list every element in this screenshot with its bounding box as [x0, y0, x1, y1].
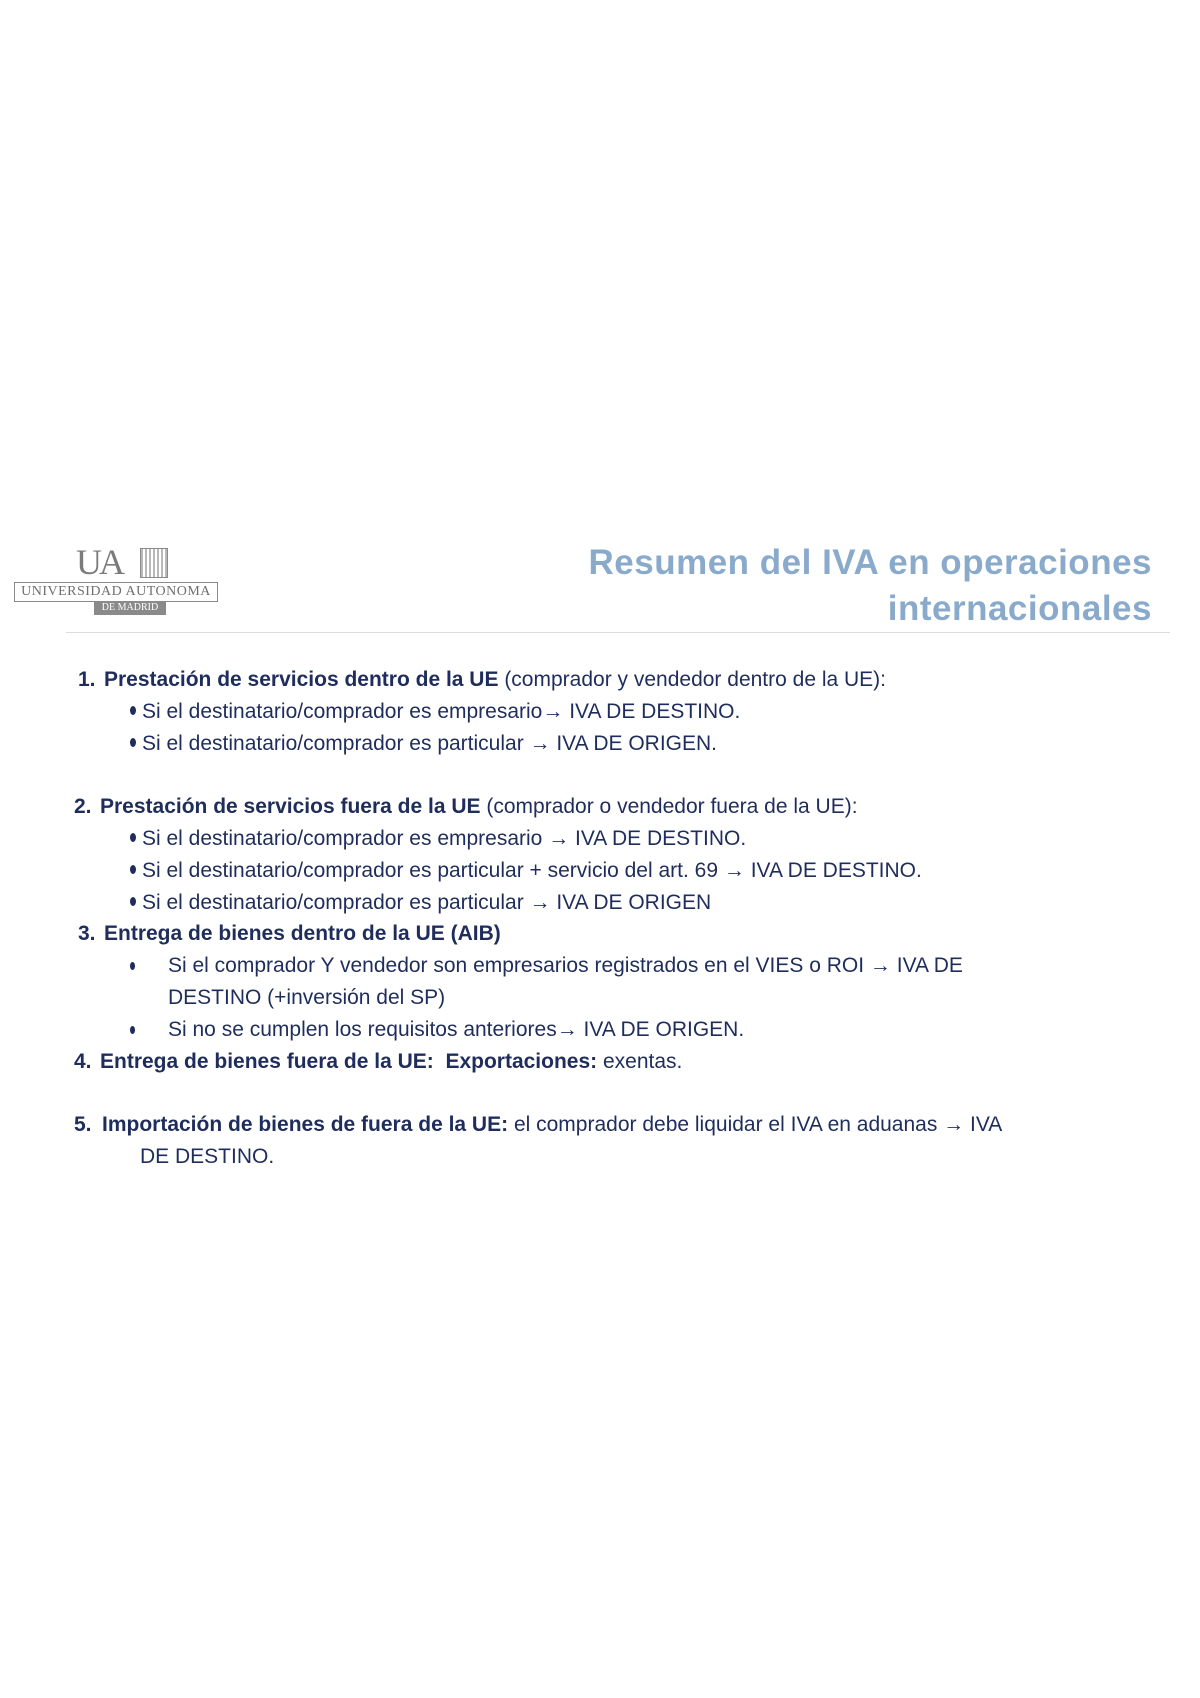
bullet-text: Si no se cumplen los requisitos anteriores→ IVA DE ORIGEN. — [168, 1017, 745, 1041]
bullet-text: Si el destinatario/comprador es particular → IVA DE ORIGEN — [142, 890, 712, 914]
section-3-heading — [0, 918, 1200, 950]
bullet-text: Si el destinatario/comprador es empresario→ IVA DE DESTINO. — [142, 699, 741, 723]
section-description: DE DESTINO. — [140, 1144, 275, 1168]
section-number: 3. — [78, 922, 96, 946]
section-subtitle: Exportaciones: — [445, 1049, 598, 1073]
bullet-icon — [130, 865, 136, 874]
section-number: 5. — [74, 1113, 92, 1137]
bullet-icon — [130, 962, 135, 970]
summary-list — [0, 664, 1200, 1173]
section-description: (comprador y vendedor dentro de la UE): — [498, 668, 887, 691]
section-continuation — [0, 1141, 1200, 1173]
bullet-icon — [130, 706, 136, 715]
bullet-icon — [130, 738, 136, 747]
logo-mark: UA — [76, 542, 122, 582]
section-description: exentas. — [597, 1049, 683, 1073]
bullet-icon — [130, 1026, 135, 1034]
list-item — [0, 696, 1200, 728]
header-divider — [66, 632, 1170, 633]
section-number: 4. — [74, 1049, 92, 1073]
section-title: Prestación de servicios dentro de la UE — [104, 668, 499, 691]
section-title: Entrega de bienes dentro de la UE (AIB) — [104, 922, 501, 946]
bullet-text: DESTINO (+inversión del SP) — [168, 985, 446, 1009]
slide-title — [392, 540, 1152, 632]
title-line1: Resumen del IVA en operaciones — [588, 543, 1152, 582]
section-title: Prestación de servicios fuera de la UE — [100, 795, 481, 819]
section-5-heading — [0, 1109, 1200, 1141]
list-item — [0, 950, 1200, 982]
university-logo — [14, 544, 220, 616]
bullet-text: Si el comprador Y vendedor son empresarios registrados en el VIES o ROI → IVA DE — [168, 954, 963, 978]
bullet-icon — [130, 897, 136, 906]
section-number: 2. — [74, 795, 92, 819]
section-2-heading — [0, 791, 1200, 823]
list-item — [0, 855, 1200, 887]
section-number: 1. — [78, 668, 96, 691]
list-item — [0, 728, 1200, 760]
list-item — [0, 887, 1200, 919]
bullet-text: Si el destinatario/comprador es particular → IVA DE ORIGEN. — [142, 731, 717, 755]
title-line2: internacionales — [887, 589, 1152, 628]
section-4-heading — [0, 1046, 1200, 1078]
bullet-text: Si el destinatario/comprador es particular + servicio del art. 69 → IVA DE DESTINO. — [142, 858, 922, 882]
logo-text-line2: DE MADRID — [94, 601, 166, 615]
section-description: (comprador o vendedor fuera de la UE): — [480, 795, 858, 819]
section-description: el comprador debe liquidar el IVA en aduanas → IVA — [508, 1113, 1003, 1137]
bullet-icon — [130, 833, 136, 842]
crest-icon — [140, 548, 168, 578]
slide — [0, 540, 1200, 1180]
section-title: Importación de bienes de fuera de la UE: — [102, 1113, 509, 1137]
list-item-continuation — [0, 982, 1200, 1014]
section-title: Entrega de bienes fuera de la UE: — [100, 1049, 434, 1073]
section-1-heading — [0, 664, 1200, 696]
logo-text-line1: UNIVERSIDAD AUTONOMA — [14, 582, 218, 602]
list-item — [0, 1014, 1200, 1046]
list-item — [0, 823, 1200, 855]
bullet-text: Si el destinatario/comprador es empresario → IVA DE DESTINO. — [142, 826, 747, 850]
